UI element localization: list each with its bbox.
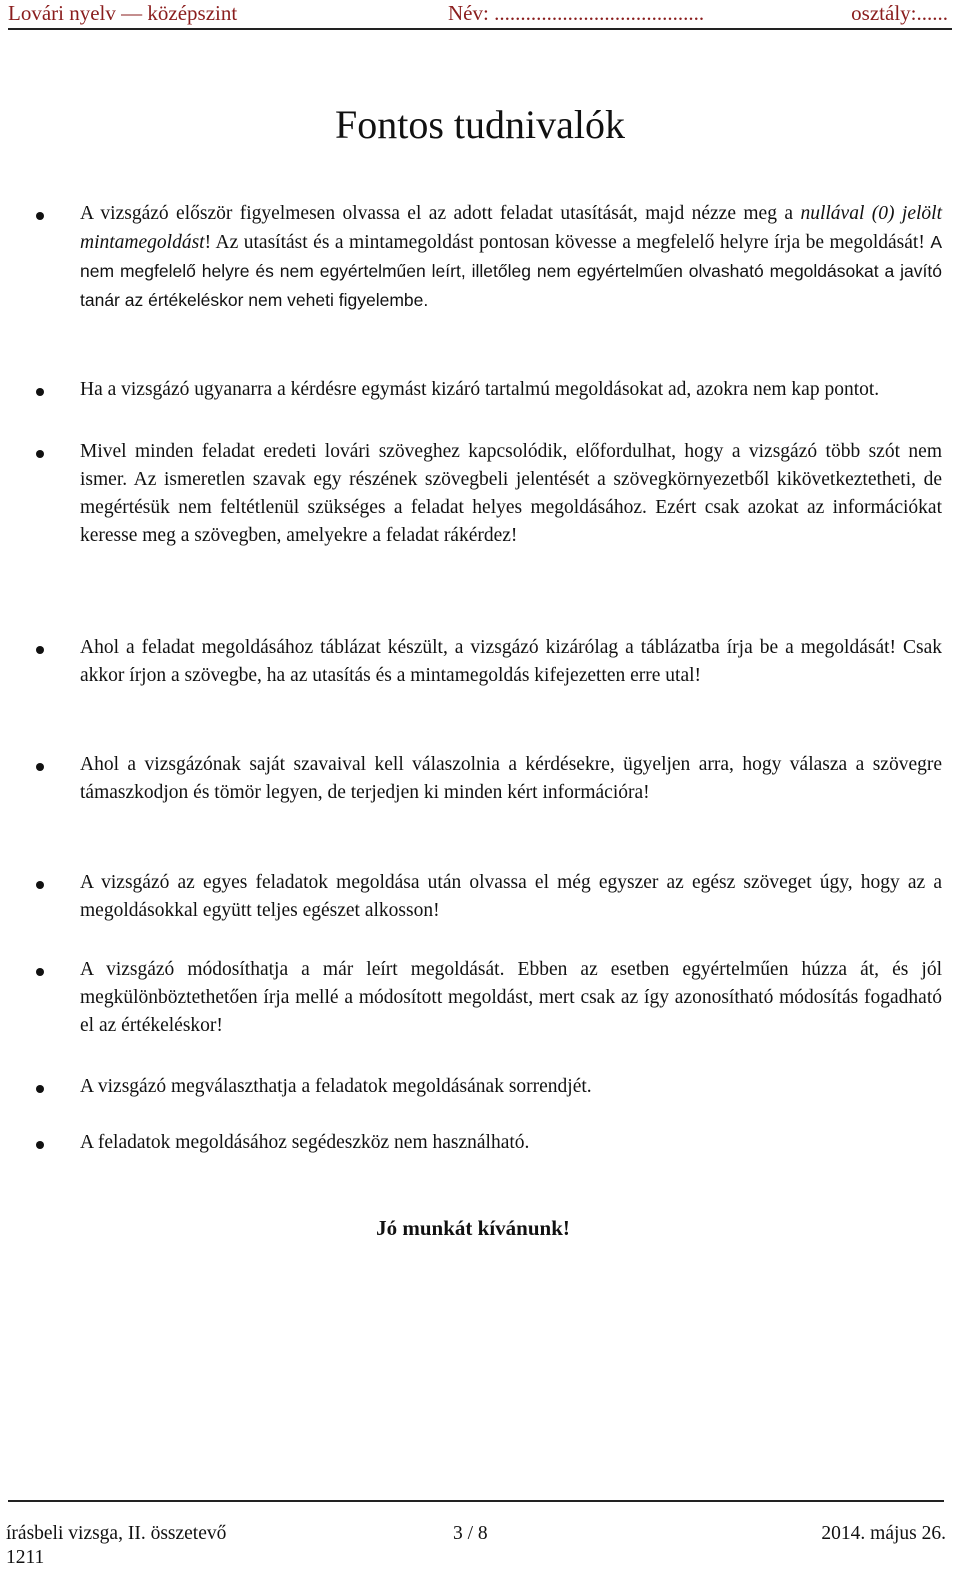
bullet-icon (36, 1085, 44, 1093)
list-item (80, 376, 942, 404)
page-title: Fontos tudnivalók (334, 102, 626, 147)
list-item (80, 1073, 942, 1101)
bullet-icon (36, 763, 44, 771)
header-class-field: osztály:...... (851, 1, 948, 25)
bullet-icon (36, 212, 44, 220)
bullet-icon (36, 1141, 44, 1149)
item-text-cont: ! Az utasítást és a mintamegoldást pontosan kövesse a megfelelő helyre írja be megoldását! (204, 232, 931, 253)
list-item (80, 956, 942, 1040)
item-emphasis: nullával (0) jelölt mintamegoldást (80, 203, 942, 253)
list-item (80, 200, 942, 315)
footer-date: 2014. május 26. (821, 1523, 946, 1544)
footer-exam-label: írásbeli vizsga, II. összetevő (6, 1523, 227, 1544)
bullet-icon (36, 881, 44, 889)
bullet-icon (36, 450, 44, 458)
bullet-icon (36, 646, 44, 654)
closing-wish: Jó munkát kívánunk! (376, 1216, 570, 1240)
list-item (80, 1129, 942, 1157)
list-item (80, 869, 942, 925)
bullet-icon (36, 388, 44, 396)
list-item (80, 751, 942, 807)
item-text: A vizsgázó módosíthatja a már leírt megoldását. Ebben az esetben egyértelműen húzza át, és jól megkülönböztethetően írja mellé a módosított megoldást, mert csak az így azonosítható módosítás fogadható el az értékeléskor! (80, 959, 942, 1036)
header-name-field: Név: ........................................ (448, 1, 705, 25)
list-item (80, 634, 942, 690)
item-text: Ha a vizsgázó ugyanarra a kérdésre egymást kizáró tartalmú megoldásokat ad, azokra nem kap pontot. (80, 379, 880, 400)
page-footer (6, 1500, 946, 1568)
item-text: A vizsgázó megválaszthatja a feladatok megoldásának sorrendjét. (80, 1076, 592, 1097)
item-text: A vizsgázó először figyelmesen olvassa el az adott feladat utasítását, majd nézze meg a (80, 203, 801, 224)
list-item (80, 438, 942, 550)
item-text: A feladatok megoldásához segédeszköz nem használható. (80, 1132, 530, 1153)
header-subject: Lovári nyelv — középszint (8, 1, 238, 25)
bullet-icon (36, 968, 44, 976)
item-text: Ahol a vizsgázónak saját szavaival kell válaszolnia a kérdésekre, ügyeljen arra, hogy válasza a szövegre támaszkodjon és tömör legyen, de terjedjen ki minden kért információra! (80, 754, 942, 803)
page-header (8, 0, 952, 30)
item-text: Ahol a feladat megoldásához táblázat készült, a vizsgázó kizárólag a táblázatba írja be a megoldását! Csak akkor írjon a szövegbe, ha az utasítás és a mintamegoldás kifejezetten erre utal! (80, 637, 942, 686)
item-text: Mivel minden feladat eredeti lovári szöveghez kapcsolódik, előfordulhat, hogy a vizsgázó több szót nem ismer. Az ismeretlen szavak egy részének szövegbeli jelentését a szövegkörnyezetből kikövetkeztetheti, de megértésük nem feltétlenül szükséges a feladat helyes megoldásához. Ezért csak azokat az információkat keresse meg a szövegben, amelyekre a feladat rákérdez! (80, 441, 942, 546)
footer-code: 1211 (6, 1547, 45, 1568)
item-note: A nem megfelelő helyre és nem egyértelműen leírt, illetőleg nem egyértelműen olvasható megoldásokat a javító tanár az értékeléskor nem veheti figyelembe. (80, 232, 942, 310)
footer-page-number: 3 / 8 (453, 1523, 488, 1544)
item-text: A vizsgázó az egyes feladatok megoldása után olvassa el még egyszer az egész szöveget úgy, hogy az a megoldásokkal együtt teljes egészet alkosson! (80, 872, 942, 921)
